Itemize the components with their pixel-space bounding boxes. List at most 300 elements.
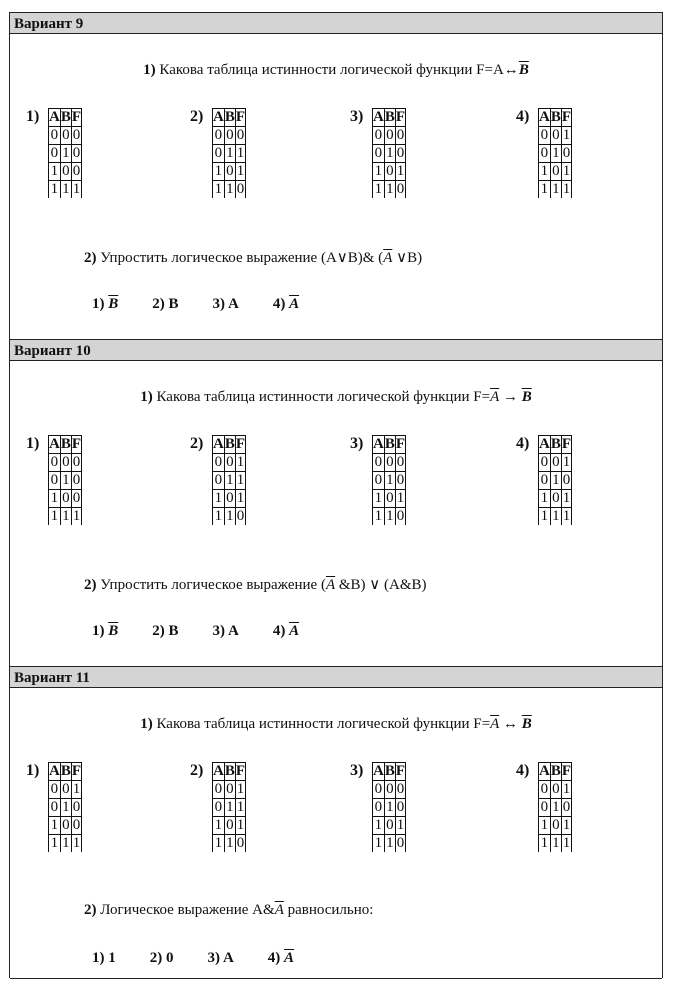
- table-header-cell: F: [71, 109, 82, 125]
- table-cell: 1: [226, 835, 234, 851]
- table-cell: 1: [213, 490, 225, 508]
- table-cell: 0: [236, 127, 245, 143]
- table-cell: 1: [226, 472, 234, 488]
- table-row: [49, 799, 82, 817]
- option-label: 3): [350, 762, 364, 779]
- table-cell: 0: [373, 799, 385, 817]
- option-label: 3): [350, 108, 364, 125]
- table-cell: 0: [373, 127, 385, 145]
- table-header-cell: F: [71, 763, 82, 779]
- table-cell: 0: [552, 454, 560, 470]
- table-cell: 1: [373, 163, 385, 181]
- answer-label: 2): [149, 950, 163, 966]
- table-cell: 1: [373, 490, 385, 508]
- table-row: [213, 163, 246, 181]
- truth-table: [48, 435, 82, 525]
- table-cell: 0: [62, 127, 70, 143]
- table-row: [49, 454, 82, 472]
- truth-table: [372, 435, 406, 525]
- table-row: [373, 835, 406, 853]
- option-label: 2): [190, 435, 204, 452]
- table-cell: 1: [236, 454, 245, 470]
- table-cell: 1: [49, 817, 61, 835]
- answer-options: [92, 950, 328, 967]
- table-cell: 0: [396, 454, 405, 470]
- table-cell: 0: [386, 127, 394, 143]
- table-row: [49, 835, 82, 853]
- table-cell: 1: [49, 508, 61, 526]
- table-row: [373, 127, 406, 145]
- table-cell: 1: [72, 508, 81, 524]
- table-row: [49, 817, 82, 835]
- table-cell: 1: [396, 817, 405, 833]
- question-1: [10, 62, 662, 79]
- table-row: [539, 145, 572, 163]
- table-row: [539, 508, 572, 526]
- table-header-cell: B: [60, 109, 71, 125]
- table-cell: 0: [373, 454, 385, 472]
- table-header-cell: F: [395, 763, 406, 779]
- table-row: [539, 817, 572, 835]
- question-2: [84, 248, 422, 267]
- table-cell: 0: [226, 163, 234, 179]
- table-cell: 0: [552, 817, 560, 833]
- table-cell: 0: [396, 835, 405, 851]
- table-cell: 1: [386, 508, 394, 524]
- table-header-cell: A: [539, 763, 550, 779]
- table-cell: 1: [396, 490, 405, 506]
- answer-value: 1: [108, 950, 116, 966]
- table-cell: 1: [539, 181, 551, 199]
- table-cell: 0: [49, 454, 61, 472]
- table-cell: 1: [236, 145, 245, 161]
- table-header-cell: A: [373, 763, 384, 779]
- table-cell: 1: [539, 817, 551, 835]
- table-cell: 0: [72, 799, 81, 815]
- truth-table: [212, 762, 246, 852]
- negated-variable: $\overline{A}$: [274, 902, 284, 918]
- negated-variable: $\overline{A}$: [490, 389, 500, 405]
- answer-option: [152, 296, 178, 313]
- question-number: 2): [84, 250, 97, 266]
- variant-title: Вариант 9: [10, 12, 662, 34]
- option-label: 4): [516, 108, 530, 125]
- negated-variable: $\overline{A}$: [490, 716, 500, 732]
- table-row: [539, 799, 572, 817]
- table-header-cell: A: [49, 436, 60, 452]
- table-header-cell: A: [49, 109, 60, 125]
- table-cell: 0: [386, 163, 394, 179]
- question-number: 1): [140, 389, 153, 405]
- table-cell: 1: [62, 508, 70, 524]
- table-cell: 0: [539, 781, 551, 799]
- option-label: 1): [26, 108, 40, 125]
- table-cell: 1: [72, 181, 81, 197]
- table-cell: 0: [49, 781, 61, 799]
- table-cell: 1: [213, 817, 225, 835]
- table-row: [213, 508, 246, 526]
- table-cell: 0: [386, 817, 394, 833]
- truth-table: [538, 108, 572, 198]
- table-cell: 0: [213, 145, 225, 163]
- truth-tables: [10, 108, 662, 218]
- table-cell: 0: [62, 454, 70, 470]
- question-1: [10, 716, 662, 733]
- table-row: [539, 835, 572, 853]
- table-cell: 1: [49, 163, 61, 181]
- truth-table: [212, 435, 246, 525]
- answer-label: 4): [272, 296, 286, 312]
- table-cell: 0: [213, 472, 225, 490]
- question-number: 2): [84, 577, 97, 593]
- table-cell: 1: [49, 835, 61, 853]
- question-text: Упростить логическое выражение (A∨B)& (: [100, 250, 384, 266]
- table-cell: 1: [226, 145, 234, 161]
- table-cell: 1: [236, 817, 245, 833]
- table-cell: 1: [386, 472, 394, 488]
- table-row: [373, 145, 406, 163]
- answer-value: $\overline{B}$: [108, 296, 119, 312]
- answer-value: $\overline{B}$: [108, 623, 119, 639]
- table-cell: 1: [562, 835, 571, 851]
- answer-option: [152, 623, 178, 640]
- table-cell: 0: [539, 799, 551, 817]
- table-cell: 1: [396, 163, 405, 179]
- table-cell: 0: [396, 799, 405, 815]
- answer-option: [213, 296, 239, 313]
- table-cell: 1: [49, 490, 61, 508]
- answer-label: 2): [152, 296, 165, 312]
- table-cell: 0: [539, 145, 551, 163]
- answer-label: 1): [92, 296, 105, 312]
- table-header-cell: A: [373, 109, 384, 125]
- truth-table: [48, 762, 82, 852]
- table-cell: 0: [49, 127, 61, 145]
- table-header-cell: F: [395, 436, 406, 452]
- table-cell: 0: [539, 127, 551, 145]
- table-row: [213, 472, 246, 490]
- table-cell: 0: [396, 508, 405, 524]
- table-cell: 1: [226, 508, 234, 524]
- table-cell: 1: [62, 145, 70, 161]
- table-cell: 0: [72, 127, 81, 143]
- table-cell: 0: [539, 454, 551, 472]
- table-cell: 1: [236, 799, 245, 815]
- table-cell: 0: [49, 799, 61, 817]
- question-1: [10, 389, 662, 406]
- table-row: [213, 127, 246, 145]
- table-header-cell: B: [224, 763, 235, 779]
- table-cell: 1: [236, 472, 245, 488]
- table-row: [213, 490, 246, 508]
- table-row: [373, 472, 406, 490]
- table-cell: 1: [562, 181, 571, 197]
- table-cell: 1: [62, 799, 70, 815]
- table-cell: 1: [562, 508, 571, 524]
- table-cell: 0: [72, 490, 81, 506]
- table-cell: 1: [373, 817, 385, 835]
- table-cell: 0: [373, 781, 385, 799]
- answer-label: 4): [267, 950, 281, 966]
- option-label: 1): [26, 435, 40, 452]
- truth-tables: [10, 435, 662, 545]
- table-cell: 1: [539, 490, 551, 508]
- question-number: 1): [140, 716, 153, 732]
- table-header-cell: A: [213, 763, 224, 779]
- table-cell: 1: [386, 145, 394, 161]
- table-cell: 1: [552, 472, 560, 488]
- table-row: [373, 817, 406, 835]
- table-cell: 1: [386, 181, 394, 197]
- answer-option: [208, 950, 234, 967]
- option-label: 3): [350, 435, 364, 452]
- question-text-end: равносильно:: [283, 902, 374, 918]
- table-row: [213, 799, 246, 817]
- table-cell: 0: [539, 472, 551, 490]
- table-row: [539, 163, 572, 181]
- answer-option: [273, 296, 299, 313]
- answer-option: [273, 623, 299, 640]
- answer-option: [92, 950, 116, 967]
- table-cell: 0: [552, 127, 560, 143]
- table-cell: 0: [552, 490, 560, 506]
- table-cell: 0: [226, 817, 234, 833]
- table-header-cell: A: [539, 109, 550, 125]
- table-row: [49, 781, 82, 799]
- question-text: Логическое выражение A&: [100, 902, 275, 918]
- table-cell: 1: [236, 490, 245, 506]
- table-header-cell: F: [235, 763, 246, 779]
- operator: ↔: [499, 716, 522, 732]
- table-row: [213, 181, 246, 199]
- table-header-cell: B: [60, 436, 71, 452]
- table-cell: 1: [62, 472, 70, 488]
- answer-option: [213, 623, 239, 640]
- table-cell: 0: [373, 472, 385, 490]
- table-cell: 0: [562, 799, 571, 815]
- table-row: [373, 781, 406, 799]
- table-row: [213, 781, 246, 799]
- table-cell: 1: [552, 508, 560, 524]
- table-cell: 0: [49, 472, 61, 490]
- table-header-cell: B: [384, 763, 395, 779]
- table-cell: 0: [62, 817, 70, 833]
- question-number: 2): [84, 902, 97, 918]
- table-cell: 1: [552, 799, 560, 815]
- answer-option: [268, 950, 294, 967]
- truth-table: [372, 108, 406, 198]
- table-row: [373, 454, 406, 472]
- answer-value: A: [227, 623, 239, 639]
- table-cell: 1: [236, 781, 245, 797]
- table-header-cell: A: [213, 436, 224, 452]
- table-cell: 0: [562, 145, 571, 161]
- table-cell: 0: [49, 145, 61, 163]
- table-row: [539, 127, 572, 145]
- option-label: 1): [26, 762, 40, 779]
- answer-label: 2): [152, 623, 165, 639]
- table-cell: 1: [72, 781, 81, 797]
- table-cell: 0: [62, 163, 70, 179]
- answer-value: $\overline{A}$: [289, 296, 300, 312]
- table-header-cell: B: [224, 109, 235, 125]
- table-header-cell: B: [550, 109, 561, 125]
- table-cell: 0: [396, 181, 405, 197]
- variant-section: [10, 12, 662, 312]
- table-header-cell: F: [235, 109, 246, 125]
- answer-option: [150, 950, 174, 967]
- truth-table: [372, 762, 406, 852]
- table-row: [539, 490, 572, 508]
- table-cell: 0: [552, 781, 560, 797]
- table-cell: 1: [62, 835, 70, 851]
- table-cell: 0: [396, 781, 405, 797]
- answer-label: 1): [92, 623, 105, 639]
- answer-value: B: [168, 623, 179, 639]
- question-text: Какова таблица истинности логической функции F=: [156, 389, 491, 405]
- variant-title: Вариант 11: [10, 666, 662, 688]
- table-cell: 1: [562, 817, 571, 833]
- table-cell: 0: [213, 127, 225, 145]
- table-cell: 1: [562, 127, 571, 143]
- bottom-rule: [10, 978, 662, 979]
- truth-table: [212, 108, 246, 198]
- table-cell: 0: [396, 145, 405, 161]
- variant-section: [10, 339, 662, 639]
- table-row: [213, 454, 246, 472]
- table-header-cell: F: [395, 109, 406, 125]
- table-cell: 1: [552, 835, 560, 851]
- table-row: [373, 508, 406, 526]
- table-cell: 1: [373, 508, 385, 526]
- table-row: [49, 508, 82, 526]
- table-cell: 0: [213, 799, 225, 817]
- answer-value: $\overline{A}$: [284, 950, 295, 966]
- variant-title: Вариант 10: [10, 339, 662, 361]
- option-label: 4): [516, 435, 530, 452]
- table-header-cell: B: [384, 109, 395, 125]
- table-cell: 0: [72, 145, 81, 161]
- table-cell: 1: [386, 799, 394, 815]
- table-cell: 1: [373, 181, 385, 199]
- table-header-cell: F: [235, 436, 246, 452]
- table-cell: 0: [226, 781, 234, 797]
- table-cell: 0: [386, 490, 394, 506]
- answer-label: 4): [272, 623, 286, 639]
- table-header-cell: A: [213, 109, 224, 125]
- table-header-cell: B: [550, 763, 561, 779]
- table-cell: 0: [396, 472, 405, 488]
- table-row: [213, 817, 246, 835]
- negated-variable: $\overline{A}$: [325, 577, 336, 593]
- table-header-cell: F: [561, 763, 572, 779]
- answer-label: 3): [212, 296, 226, 312]
- answer-options: [92, 623, 333, 640]
- table-cell: 0: [236, 835, 245, 851]
- table-cell: 0: [236, 181, 245, 197]
- question-text: Какова таблица истинности логической функции F=: [156, 716, 491, 732]
- question-text: Упростить логическое выражение (: [100, 577, 326, 593]
- table-cell: 0: [386, 781, 394, 797]
- table-header-cell: B: [60, 763, 71, 779]
- negated-variable: $\overline{B}$: [518, 62, 529, 78]
- answer-value: A: [222, 950, 234, 966]
- table-cell: 0: [236, 508, 245, 524]
- table-row: [539, 472, 572, 490]
- question-number: 1): [143, 62, 156, 78]
- answer-option: [92, 623, 118, 640]
- table-cell: 1: [562, 781, 571, 797]
- table-cell: 1: [213, 835, 225, 853]
- answer-value: B: [168, 296, 179, 312]
- table-cell: 1: [213, 163, 225, 181]
- variant-section: [10, 666, 662, 966]
- table-cell: 0: [373, 145, 385, 163]
- question-text-end: &B) ∨ (A&B): [335, 577, 427, 593]
- truth-table: [48, 108, 82, 198]
- table-cell: 1: [236, 163, 245, 179]
- question-2: [84, 575, 427, 594]
- table-header-cell: B: [224, 436, 235, 452]
- table-cell: 1: [552, 145, 560, 161]
- table-header-cell: F: [71, 436, 82, 452]
- answer-value: A: [227, 296, 239, 312]
- table-cell: 0: [213, 781, 225, 799]
- table-cell: 1: [562, 490, 571, 506]
- negated-variable: $\overline{A}$: [383, 250, 393, 266]
- table-cell: 0: [62, 490, 70, 506]
- answer-value: $\overline{A}$: [289, 623, 300, 639]
- table-header-cell: A: [539, 436, 550, 452]
- truth-tables: [10, 762, 662, 872]
- option-label: 4): [516, 762, 530, 779]
- table-cell: 0: [226, 127, 234, 143]
- table-row: [539, 181, 572, 199]
- table-cell: 1: [562, 454, 571, 470]
- table-cell: 0: [386, 454, 394, 470]
- table-cell: 0: [213, 454, 225, 472]
- table-cell: 1: [539, 508, 551, 526]
- table-cell: 1: [539, 835, 551, 853]
- option-label: 2): [190, 108, 204, 125]
- table-row: [49, 145, 82, 163]
- negated-variable: $\overline{B}$: [521, 716, 532, 732]
- answer-label: 3): [207, 950, 220, 966]
- answer-label: 3): [212, 623, 226, 639]
- table-header-cell: A: [49, 763, 60, 779]
- table-header-cell: F: [561, 109, 572, 125]
- table-cell: 0: [62, 781, 70, 797]
- table-row: [49, 127, 82, 145]
- table-cell: 1: [62, 181, 70, 197]
- table-cell: 1: [72, 835, 81, 851]
- table-cell: 1: [226, 799, 234, 815]
- table-cell: 1: [373, 835, 385, 853]
- table-header-cell: B: [384, 436, 395, 452]
- table-row: [373, 181, 406, 199]
- truth-table: [538, 762, 572, 852]
- table-cell: 0: [396, 127, 405, 143]
- table-cell: 1: [49, 181, 61, 199]
- option-label: 2): [190, 762, 204, 779]
- table-cell: 1: [539, 163, 551, 181]
- table-cell: 1: [386, 835, 394, 851]
- answer-options: [92, 296, 333, 313]
- table-row: [373, 490, 406, 508]
- table-cell: 1: [213, 508, 225, 526]
- table-header-cell: F: [561, 436, 572, 452]
- question-2: [84, 902, 373, 919]
